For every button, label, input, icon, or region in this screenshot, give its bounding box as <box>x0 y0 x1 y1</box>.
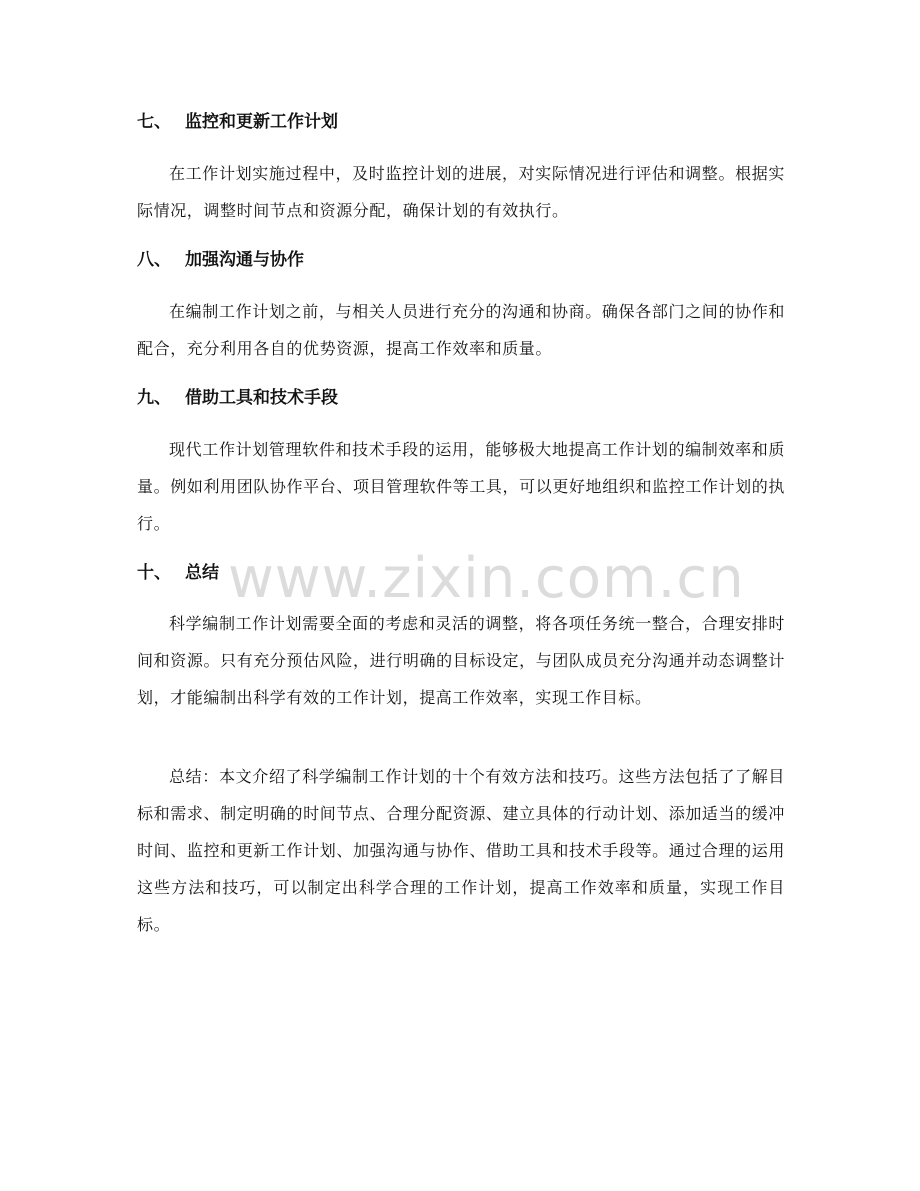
section-body-8: 在编制工作计划之前，与相关人员进行充分的沟通和协商。确保各部门之间的协作和配合，充分利用各自的优势资源，提高工作效率和质量。 <box>137 302 785 358</box>
summary-paragraph: 总结：本文介绍了科学编制工作计划的十个有效方法和技巧。这些方法包括了了解目标和需求、制定明确的时间节点、合理分配资源、建立具体的行动计划、添加适当的缓冲时间、监控和更新工作计划、加强沟通与协作、借助工具和技术手段等。通过合理的运用这些方法和技巧，可以制定出科学合理的工作计划，提高工作效率和质量，实现工作目标。 <box>137 767 785 934</box>
watermark: www.zixin.com.cn <box>228 546 745 611</box>
section-number: 九、 <box>137 388 171 408</box>
section-body-10: 科学编制工作计划需要全面的考虑和灵活的调整，将各项任务统一整合，合理安排时间和资源。只有充分预估风险，进行明确的目标设定，与团队成员充分沟通并动态调整计划，才能编制出科学有效的工作计划，提高工作效率，实现工作目标。 <box>137 614 785 707</box>
section-number: 八、 <box>137 250 171 270</box>
section-title: 加强沟通与协作 <box>185 250 304 270</box>
section-number: 十、 <box>137 563 171 583</box>
section-title: 借助工具和技术手段 <box>185 388 338 408</box>
section-number: 七、 <box>137 112 171 132</box>
section-heading-10 <box>137 561 219 585</box>
section-title: 总结 <box>185 563 219 583</box>
section-title: 监控和更新工作计划 <box>185 112 338 132</box>
section-heading-8 <box>137 248 304 272</box>
section-heading-7 <box>137 110 338 134</box>
section-body-9: 现代工作计划管理软件和技术手段的运用，能够极大地提高工作计划的编制效率和质量。例如利用团队协作平台、项目管理软件等工具，可以更好地组织和监控工作计划的执行。 <box>137 440 785 533</box>
section-heading-9 <box>137 386 338 410</box>
section-body-7: 在工作计划实施过程中，及时监控计划的进展，对实际情况进行评估和调整。根据实际情况，调整时间节点和资源分配，确保计划的有效执行。 <box>137 164 785 220</box>
